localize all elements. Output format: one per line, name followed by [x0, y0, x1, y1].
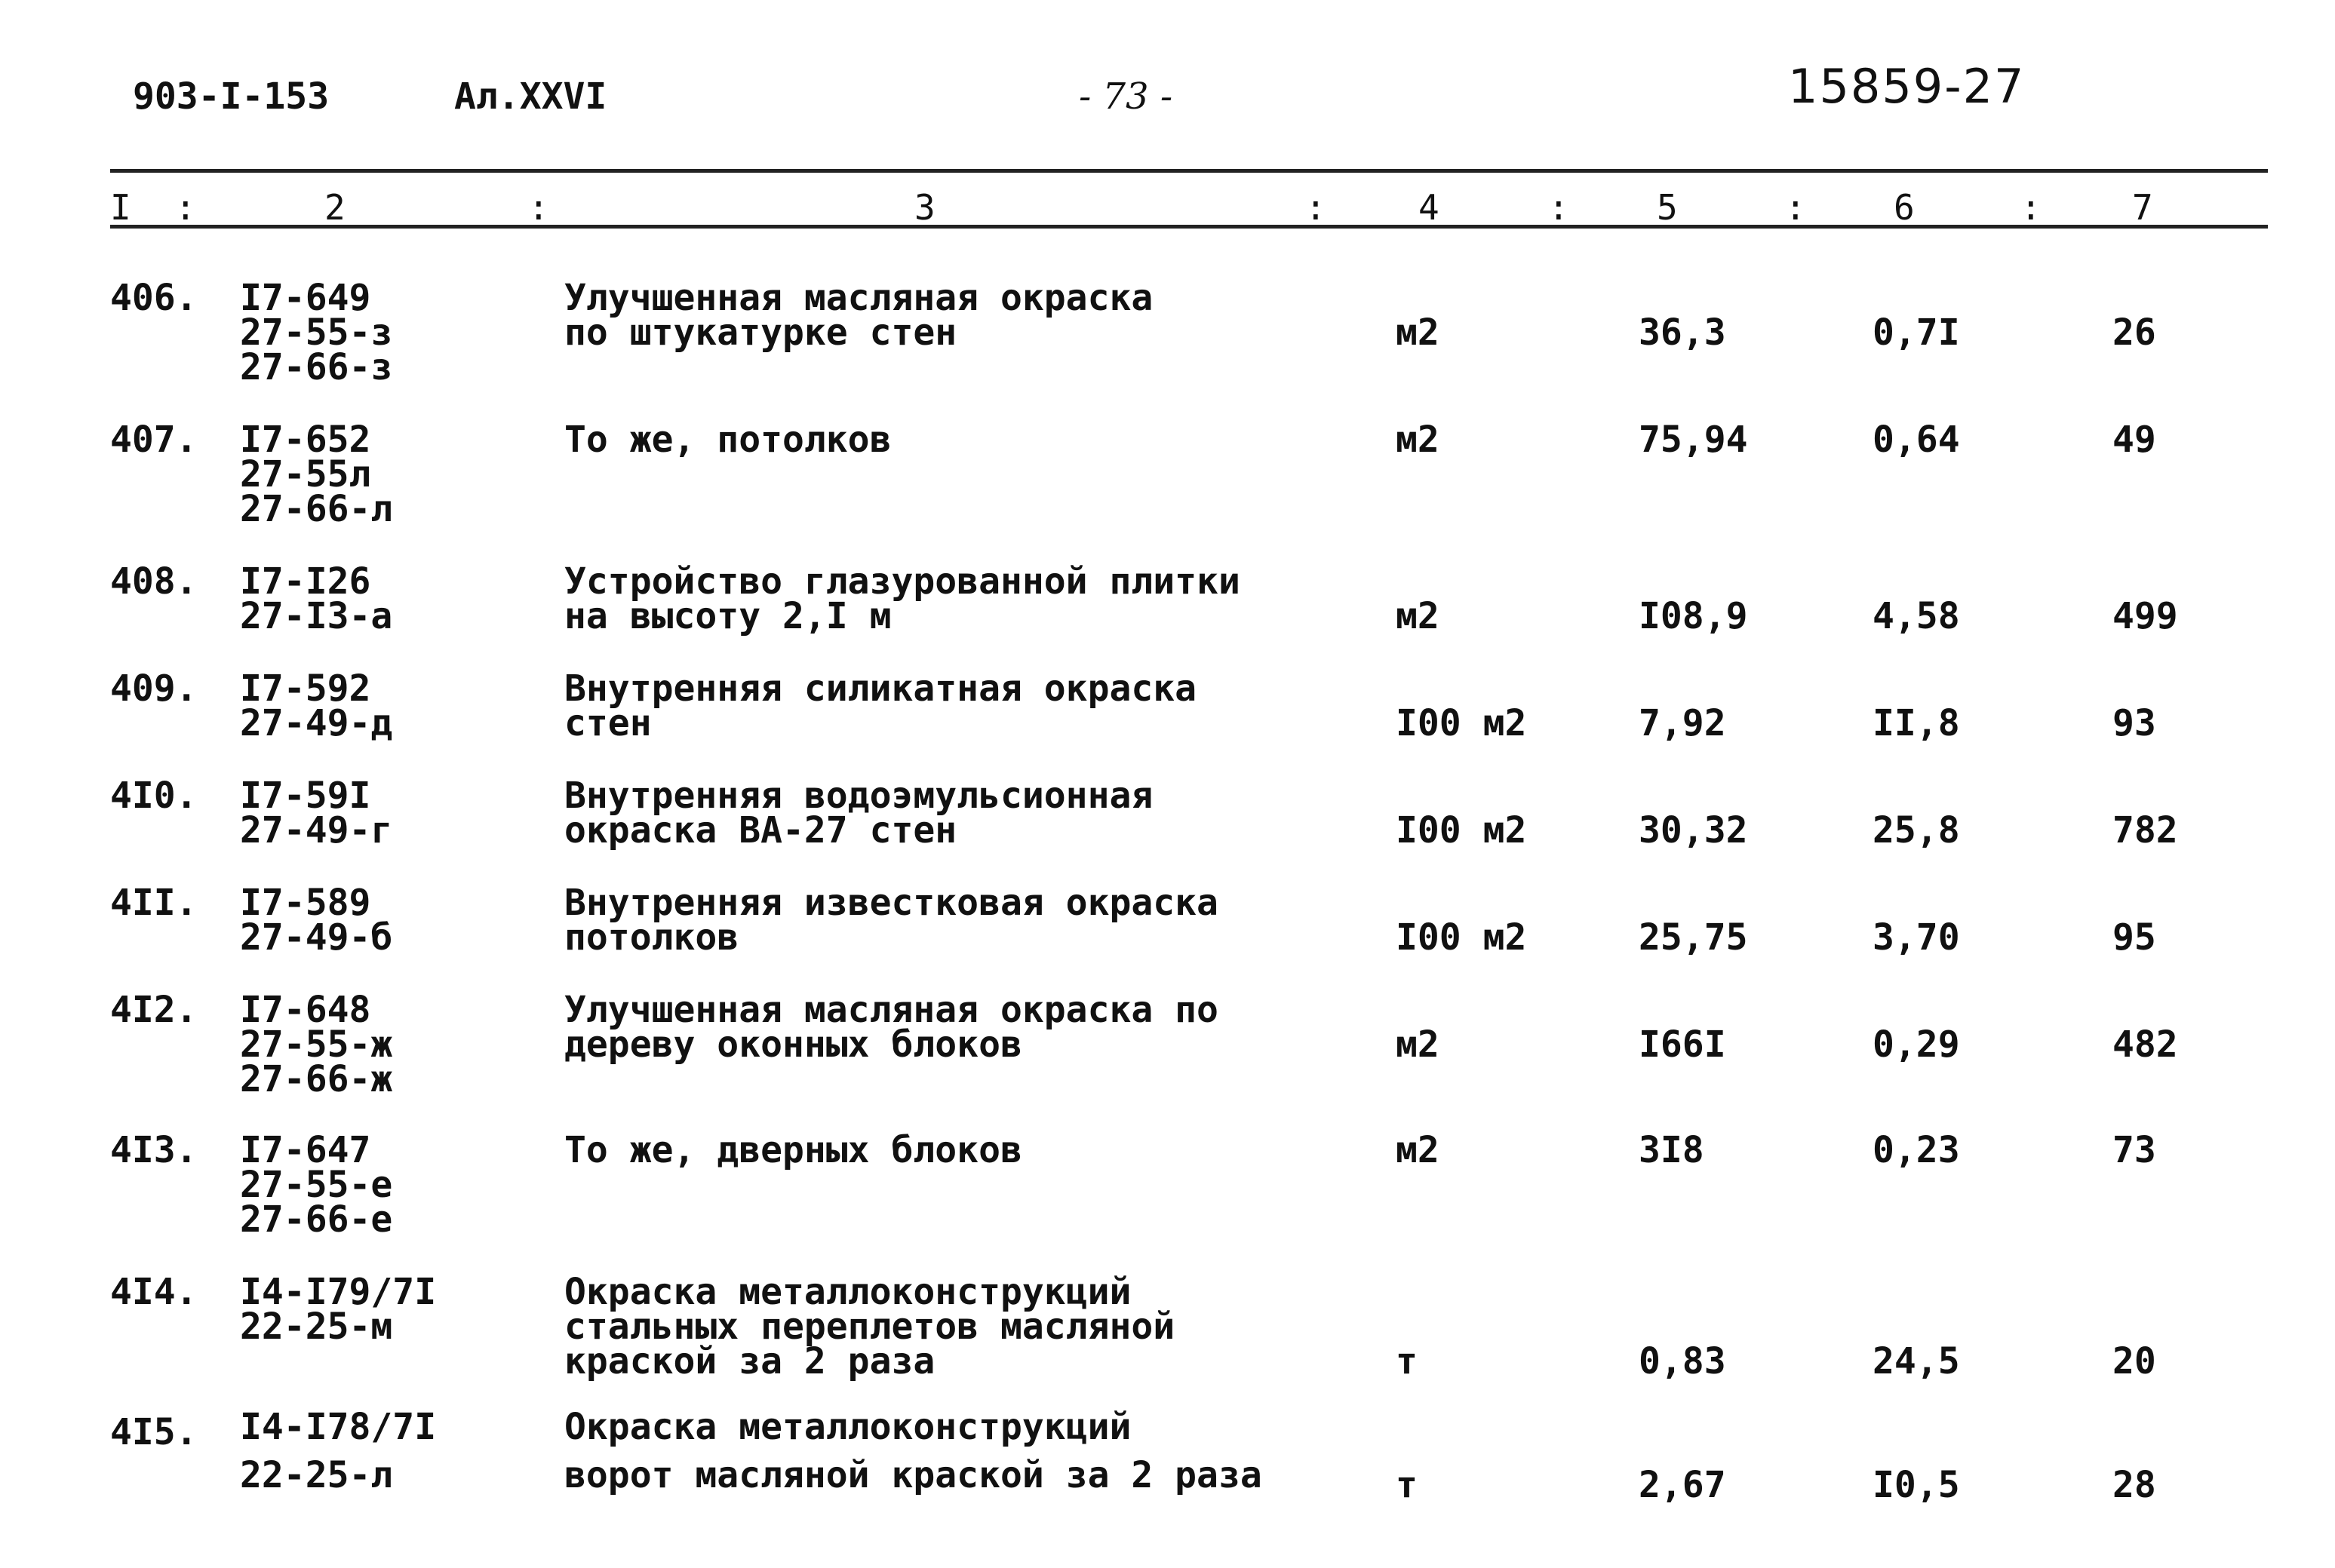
header-rule-bottom: [110, 225, 2268, 229]
total: 93: [2112, 702, 2156, 744]
work-description: Окраска металлоконструкций стальных переплетов масляной краской за 2 раза: [564, 1271, 1175, 1382]
page-number: - 73 -: [1079, 75, 1173, 118]
unit-price: 25,8: [1873, 809, 1960, 852]
row-number: 408.: [110, 560, 198, 603]
row-number: 407.: [110, 419, 198, 461]
work-description: Внутренняя водоэмульсионная окраска ВА-27 стен: [564, 775, 1154, 852]
total: 49: [2112, 419, 2156, 461]
quantity: 30,32: [1639, 809, 1748, 852]
norm-code: I7-647 27-55-е 27-66-е: [240, 1129, 393, 1241]
norm-code: I7-649 27-55-з 27-66-з: [240, 277, 393, 388]
row-number: 4I3.: [110, 1129, 198, 1171]
unit-price: 24,5: [1873, 1340, 1960, 1382]
norm-code: I7-648 27-55-ж 27-66-ж: [240, 989, 393, 1100]
unit-price: 0,23: [1873, 1129, 1960, 1171]
total: 26: [2112, 311, 2156, 354]
row-number: 409.: [110, 667, 198, 710]
row-number: 4I2.: [110, 989, 198, 1031]
unit: т: [1396, 1464, 1418, 1506]
unit: м2: [1396, 595, 1439, 637]
quantity: 25,75: [1639, 916, 1748, 959]
unit-price: 3,70: [1873, 916, 1960, 959]
column-header-1: I: [110, 187, 131, 228]
document-code: 903-I-153: [133, 75, 330, 118]
unit-price: 0,29: [1873, 1023, 1960, 1066]
column-header-4: 4: [1418, 187, 1439, 228]
quantity: 0,83: [1639, 1340, 1726, 1382]
norm-code: I7-592 27-49-д: [240, 667, 393, 744]
column-separator: :: [2020, 187, 2042, 228]
row-number: 4I0.: [110, 775, 198, 817]
quantity: 3I8: [1639, 1129, 1704, 1171]
column-header-6: 6: [1894, 187, 1915, 228]
row-number: 406.: [110, 277, 198, 319]
quantity: I66I: [1639, 1023, 1726, 1066]
work-description: Внутренняя силикатная окраска стен: [564, 667, 1197, 744]
unit: I00 м2: [1396, 916, 1527, 959]
unit: м2: [1396, 1129, 1439, 1171]
norm-code: I7-589 27-49-б: [240, 882, 393, 959]
column-header-5: 5: [1657, 187, 1678, 228]
total: 20: [2112, 1340, 2156, 1382]
row-number: 4I4.: [110, 1271, 198, 1313]
column-header-2: 2: [324, 187, 346, 228]
total: 28: [2112, 1464, 2156, 1506]
work-description: Устройство глазурованной плитки на высоту 2,I м: [564, 560, 1240, 637]
column-header-7: 7: [2132, 187, 2153, 228]
unit-price: 4,58: [1873, 595, 1960, 637]
unit: м2: [1396, 311, 1439, 354]
norm-code: I7-652 27-55л 27-66-л: [240, 419, 393, 530]
column-separator: :: [1785, 187, 1806, 228]
unit: м2: [1396, 1023, 1439, 1066]
unit-price: 0,7I: [1873, 311, 1960, 354]
row-number: 4I5.: [110, 1411, 198, 1453]
total: 782: [2112, 809, 2178, 852]
unit-price: I0,5: [1873, 1464, 1960, 1506]
work-description: То же, дверных блоков: [564, 1129, 1022, 1171]
unit: м2: [1396, 419, 1439, 461]
quantity: 36,3: [1639, 311, 1726, 354]
unit-price: II,8: [1873, 702, 1960, 744]
work-description: Окраска металлоконструкций ворот масляной краской за 2 раза: [564, 1406, 1262, 1496]
archive-stamp-number: 15859-27: [1788, 59, 2026, 114]
norm-code: I4-I78/7I 22-25-л: [240, 1406, 437, 1496]
total: 95: [2112, 916, 2156, 959]
header-rule-top: [110, 169, 2268, 173]
column-separator: :: [175, 187, 196, 228]
work-description: То же, потолков: [564, 419, 892, 461]
work-description: Внутренняя известковая окраска потолков: [564, 882, 1218, 959]
quantity: I08,9: [1639, 595, 1748, 637]
row-number: 4II.: [110, 882, 198, 924]
unit: I00 м2: [1396, 702, 1527, 744]
total: 73: [2112, 1129, 2156, 1171]
column-separator: :: [528, 187, 549, 228]
total: 482: [2112, 1023, 2178, 1066]
column-separator: :: [1305, 187, 1326, 228]
quantity: 2,67: [1639, 1464, 1726, 1506]
unit: т: [1396, 1340, 1418, 1382]
work-description: Улучшенная масляная окраска по дереву оконных блоков: [564, 989, 1218, 1066]
unit: I00 м2: [1396, 809, 1527, 852]
norm-code: I7-59I 27-49-г: [240, 775, 393, 852]
album-number: Ал.XXVI: [454, 75, 607, 118]
quantity: 7,92: [1639, 702, 1726, 744]
total: 499: [2112, 595, 2178, 637]
column-header-3: 3: [914, 187, 936, 228]
column-separator: :: [1548, 187, 1569, 228]
quantity: 75,94: [1639, 419, 1748, 461]
work-description: Улучшенная масляная окраска по штукатурке стен: [564, 277, 1154, 354]
unit-price: 0,64: [1873, 419, 1960, 461]
norm-code: I4-I79/7I 22-25-м: [240, 1271, 437, 1348]
norm-code: I7-I26 27-I3-а: [240, 560, 393, 637]
